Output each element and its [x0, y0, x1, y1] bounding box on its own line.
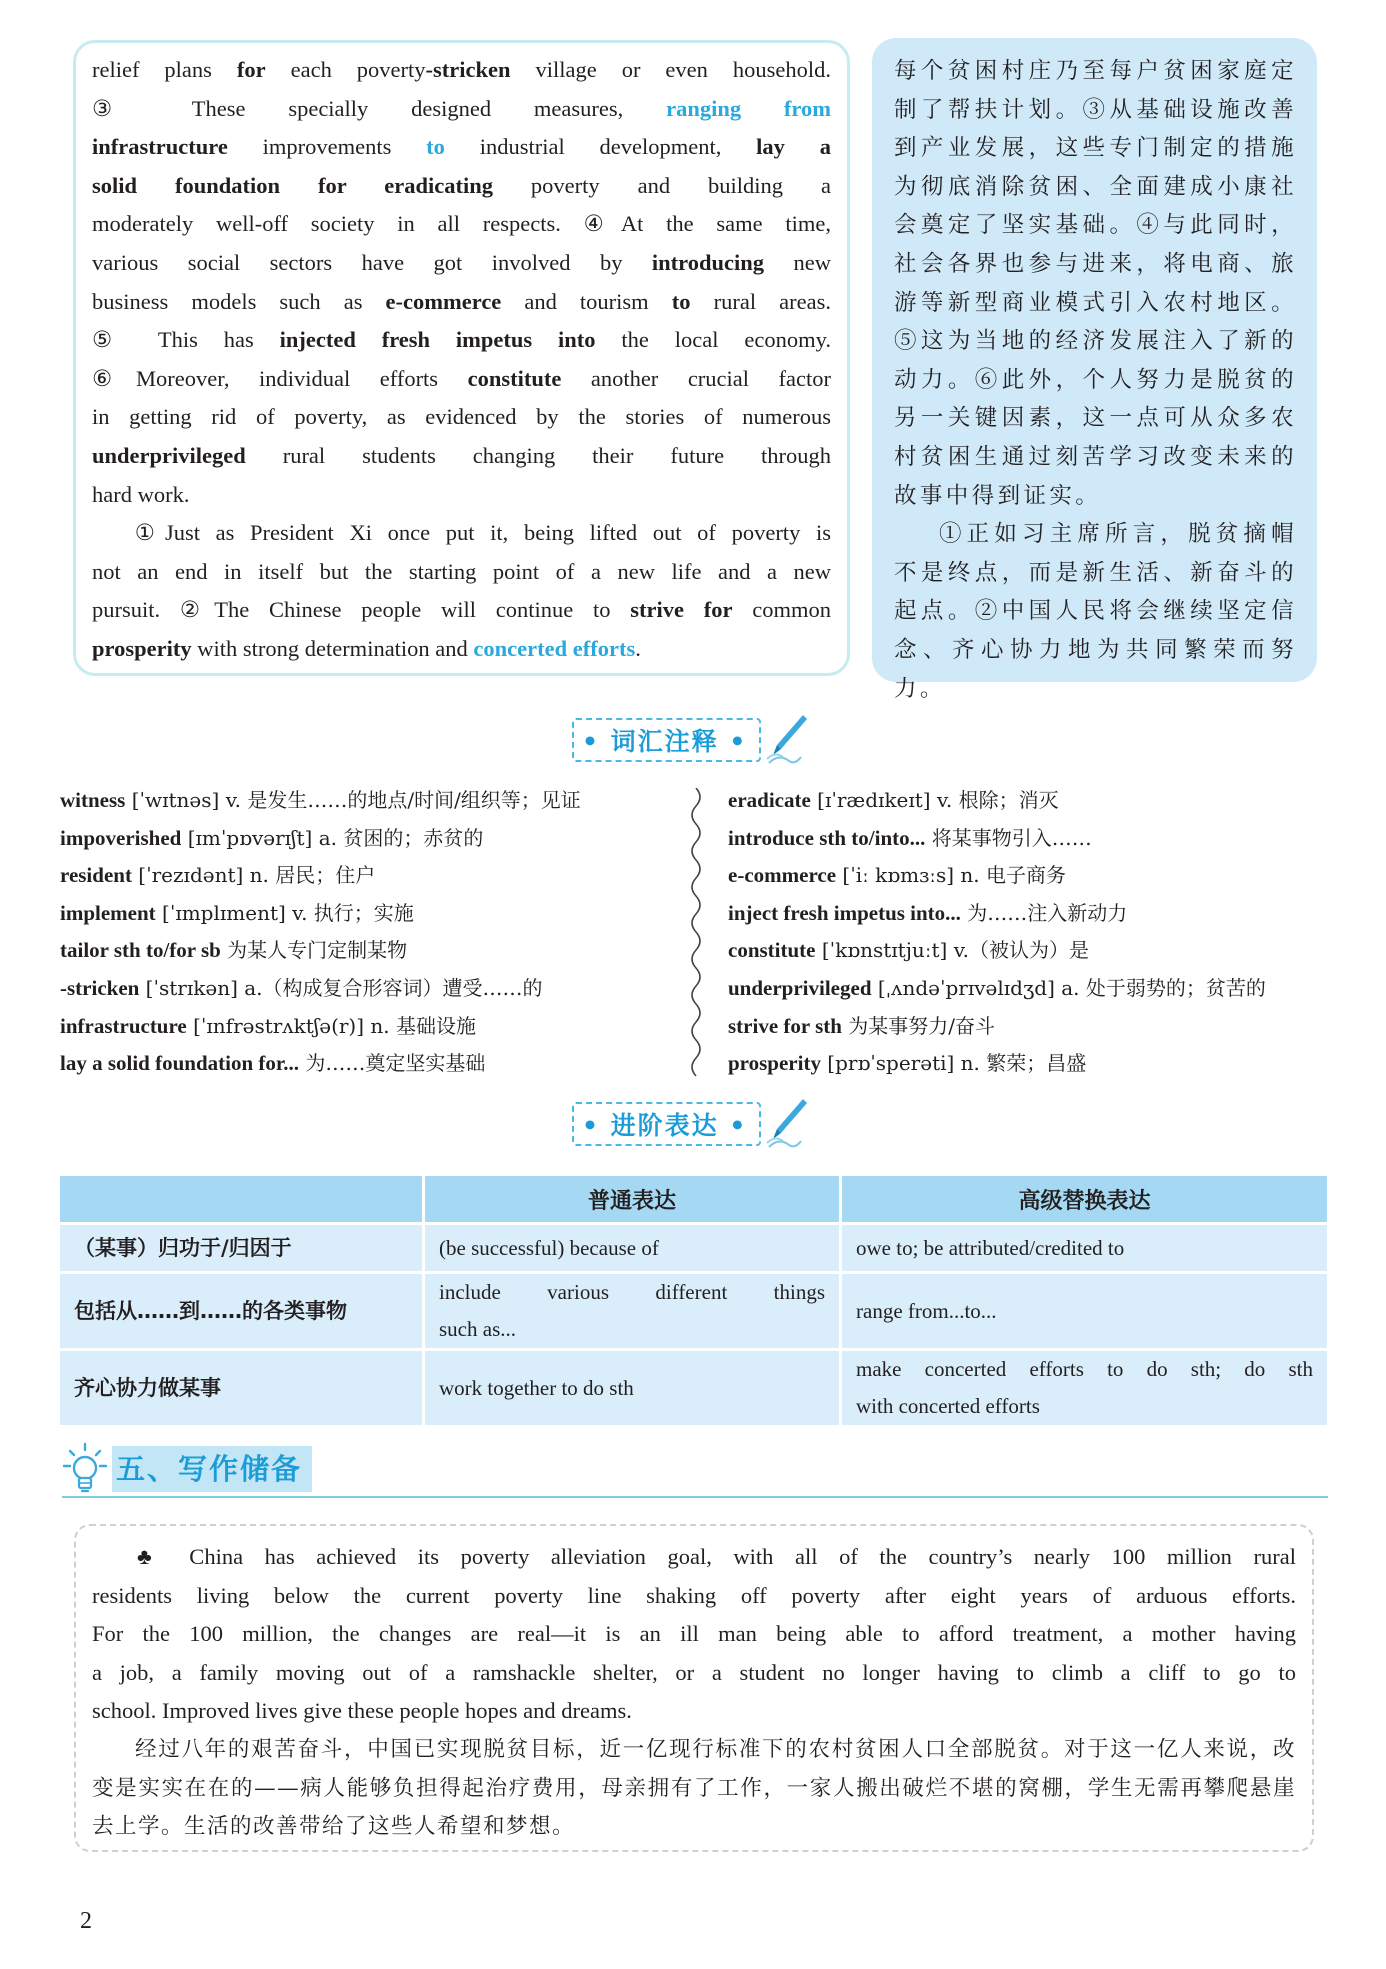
advanced-heading-label: • 进阶表达 •: [572, 1102, 761, 1146]
vocab-item: prosperity [prɒˈsperəti] n. 繁荣；昌盛: [728, 1051, 1087, 1076]
en-line: hard work.: [92, 481, 190, 507]
vocab-item: witness [ˈwɪtnəs] v. 是发生……的地点/时间/组织等；见证: [60, 788, 581, 812]
table-cell-chinese: 包括从……到……的各类事物: [60, 1274, 425, 1351]
writing-cn-paragraph: 经过八年的艰苦奋斗，中国已实现脱贫目标，近一亿现行标准下的农村贫困人口全部脱贫。对于这一亿人来说，改变是实实在在的——病人能够负担得起治疗费用，母亲拥有了工作，一家人搬出破烂不堪的窝棚，学生无需再攀爬悬崖去上学。生活的改善带给了这些人希望和梦想。: [92, 1736, 1296, 1840]
table-cell-plain: (be successful) because of: [425, 1225, 842, 1274]
writing-en-line: ♣ China has achieved its poverty alleviation goal, with all of the country’s nearly 100 million rural: [137, 1544, 1296, 1569]
pen-icon: [765, 1097, 809, 1151]
en-line: solid foundation for eradicating poverty and building a: [92, 172, 831, 198]
cn-paragraph: 每个贫困村庄乃至每户贫困家庭定制了帮扶计划。③从基础设施改善到产业发展，这些专门制定的措施为彻底消除贫困、全面建成小康社会奠定了坚实基础。④与此同时，社会各界也参与进来，将电商、旅游等新型商业模式引入农村地区。⑤这为当地的经济发展注入了新的动力。⑥此外，个人努力是脱贫的另一关键因素，这一点可从众多农村贫困生通过刻苦学习改变未来的故事中得到证实。: [894, 58, 1297, 509]
table-cell-advanced: make concerted efforts to do sth; do sth with concerted efforts: [842, 1351, 1327, 1428]
vocab-item: implement [ˈɪmplɪment] v. 执行；实施: [60, 900, 414, 925]
table-cell-plain: work together to do sth: [425, 1351, 842, 1428]
writing-section-title: 五、写作储备: [112, 1446, 312, 1492]
table-cell-advanced: range from...to...: [842, 1274, 1327, 1351]
table-header-cell: 普通表达: [425, 1176, 842, 1225]
en-line: ⑤ This has injected fresh impetus into the local economy.: [92, 327, 831, 353]
table-row: [60, 1274, 1327, 1351]
en-line: relief plans for each poverty-stricken village or even household.: [92, 57, 831, 82]
table-cell-plain: include various different things such as...: [425, 1274, 842, 1351]
writing-en-line: For the 100 million, the changes are real—it is an ill man being able to afford treatment, a mother having: [92, 1621, 1296, 1647]
vocab-item: lay a solid foundation for... 为……奠定坚实基础: [60, 1051, 486, 1076]
vocab-item: -stricken [ˈstrɪkən] a.（构成复合形容词）遭受……的: [60, 975, 543, 1000]
vocab-list-left: [60, 782, 581, 1083]
table-row: [60, 1351, 1327, 1428]
en-line: in getting rid of poverty, as evidenced by the stories of numerous: [92, 404, 831, 430]
vocab-list-right: [728, 782, 1266, 1083]
table-row: [60, 1225, 1327, 1274]
vocab-item: constitute [ˈkɒnstɪtjuːt] v.（被认为）是: [728, 938, 1089, 963]
wavy-divider: [688, 788, 704, 1078]
vocab-item: infrastructure [ˈɪnfrəstrʌktʃə(r)] n. 基础设施: [60, 1013, 476, 1038]
en-line: pursuit. ②The Chinese people will continue to strive for common: [92, 597, 831, 623]
en-line: moderately well-off society in all respects. ④At the same time,: [92, 211, 831, 237]
vocab-item: eradicate [ɪˈrædɪkeɪt] v. 根除；消灭: [728, 788, 1059, 812]
advanced-heading: [572, 1104, 809, 1144]
lightbulb-icon: [62, 1442, 108, 1496]
writing-section-heading: [62, 1446, 1328, 1498]
en-line: infrastructure improvements to industrial development, lay a: [92, 134, 831, 160]
en-line: ⑥Moreover, individual efforts constitute another crucial factor: [92, 365, 831, 391]
vocab-item: strive for sth 为某事努力/奋斗: [728, 1013, 996, 1038]
en-line: ①Just as President Xi once put it, being lifted out of poverty is: [134, 520, 831, 546]
advanced-expressions-table: [60, 1176, 1327, 1428]
chinese-translation-box: [872, 38, 1317, 702]
vocab-heading-label: • 词汇注释 •: [572, 718, 761, 762]
en-line: ③ These specially designed measures, ranging from: [92, 95, 831, 121]
vocab-item: e-commerce [ˈiː kɒmɜːs] n. 电子商务: [728, 863, 1067, 888]
table-header-cell: 高级替换表达: [842, 1176, 1327, 1225]
table-header-cell: [60, 1176, 425, 1225]
writing-reserve-box: [74, 1524, 1314, 1852]
en-line: prosperity with strong determination and concerted efforts.: [92, 635, 641, 661]
vocab-item: introduce sth to/into... 将某事物引入……: [728, 825, 1092, 850]
table-header-row: [60, 1176, 1327, 1225]
en-line: business models such as e-commerce and tourism to rural areas.: [92, 288, 831, 314]
table-cell-chinese: 齐心协力做某事: [60, 1351, 425, 1428]
vocab-item: resident [ˈrezɪdənt] n. 居民；住户: [60, 863, 376, 888]
cn-paragraph: ①正如习主席所言，脱贫摘帽不是终点，而是新生活、新奋斗的起点。②中国人民将会继续坚定信念、齐心协力地为共同繁荣而努力。: [894, 521, 1297, 702]
vocab-heading: [572, 720, 809, 760]
vocab-item: underprivileged [ˌʌndəˈprɪvəlɪdʒd] a. 处于弱势的；贫苦的: [728, 975, 1266, 1000]
vocab-item: impoverished [ɪmˈpɒvərɪʃt] a. 贫困的；赤贫的: [60, 825, 484, 850]
writing-en-line: a job, a family moving out of a ramshackle shelter, or a student no longer having to climb a cliff to go to: [92, 1659, 1296, 1685]
table-cell-chinese: （某事）归功于/归因于: [60, 1225, 425, 1274]
table-cell-advanced: owe to; be attributed/credited to: [842, 1225, 1327, 1274]
english-passage-box: [73, 40, 850, 676]
en-line: not an end in itself but the starting point of a new life and a new: [92, 558, 831, 584]
vocab-item: tailor sth to/for sb 为某人专门定制某物: [60, 938, 408, 963]
vocab-item: inject fresh impetus into... 为……注入新动力: [728, 900, 1128, 925]
en-line: underprivileged rural students changing their future through: [92, 442, 831, 468]
page-number: 2: [80, 1908, 92, 1934]
en-line: various social sectors have got involved by introducing new: [92, 249, 831, 275]
writing-en-line: residents living below the current poverty line shaking off poverty after eight years of arduous efforts.: [92, 1582, 1296, 1608]
pen-icon: [765, 713, 809, 767]
writing-en-line: school. Improved lives give these people hopes and dreams.: [92, 1698, 632, 1724]
